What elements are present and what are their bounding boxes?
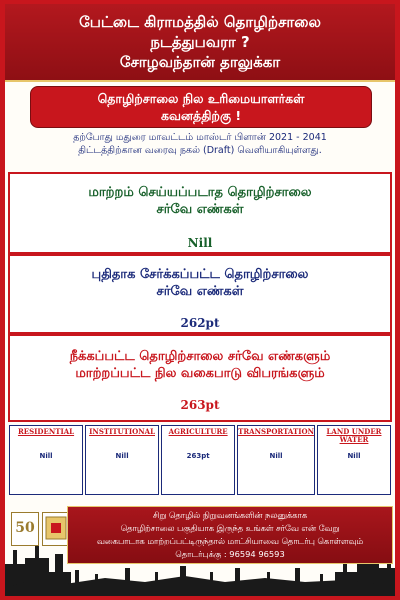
category-value: Nill (347, 452, 361, 460)
section-title-line-2: சர்வே எண்கள் (156, 202, 244, 217)
attention-banner (30, 86, 372, 128)
section-title-line-2: சர்வே எண்கள் (156, 284, 244, 299)
category-label: TRANSPORTATION (238, 427, 314, 436)
category-residential (9, 425, 83, 495)
category-label: INSTITUTIONAL (89, 427, 155, 436)
section-added-survey (8, 254, 392, 334)
header-banner (5, 4, 395, 82)
section-unchanged-survey (8, 172, 392, 254)
section-removed-survey (8, 334, 392, 422)
category-transportation (237, 425, 315, 495)
section-title-line-1: நீக்கப்பட்ட தொழிற்சாலை சர்வே எண்களும் (69, 349, 331, 364)
association-emblem (42, 512, 70, 546)
category-label: RESIDENTIAL (17, 427, 75, 436)
category-value: Nill (269, 452, 283, 460)
land-use-categories (8, 425, 392, 495)
category-institutional (85, 425, 159, 495)
notice-line-1: தற்போது மதுரை மாவட்டம் மாஸ்டர் பிளான் 2021 - 2041 (73, 132, 327, 143)
section-title-line-1: மாற்றம் செய்யப்படாத தொழிற்சாலை (88, 185, 312, 200)
category-agriculture (161, 425, 235, 495)
anniversary-logo (11, 512, 39, 546)
attention-line-1: தொழிற்சாலை நில உரிமையாளர்கள் (97, 91, 305, 106)
category-label: LAND UNDER WATER (326, 427, 382, 444)
header-line-3: சோழவந்தான் தாலுக்கா (119, 53, 281, 71)
footer-line-2: தொழிற்சாலை பகுதியாக இருந்த உங்கள் சர்வே என் வேறு (120, 523, 340, 533)
category-land-under-water (317, 425, 391, 495)
header-line-2: நடத்துபவரா ? (150, 33, 250, 51)
category-label: AGRICULTURE (168, 427, 228, 436)
anniversary-number: 50 (15, 520, 35, 536)
category-value: 263pt (186, 452, 210, 460)
section-value: 262pt (180, 316, 220, 330)
logos (11, 512, 73, 546)
poster-body (5, 4, 395, 596)
section-value: 263pt (180, 398, 220, 412)
footer (5, 502, 395, 596)
category-value: Nill (115, 452, 129, 460)
header-line-1: பேட்டை கிராமத்தில் தொழிற்சாலை (79, 13, 321, 31)
attention-line-2: கவனத்திற்கு ! (160, 108, 242, 123)
footer-line-1: சிறு தொழில் நிறுவனங்களின் நலனுக்காக (152, 510, 308, 520)
category-value: Nill (39, 452, 53, 460)
contact-phone: தொடர்புக்கு : 96594 96593 (175, 549, 285, 559)
contact-box (67, 506, 393, 564)
notice-line-2: திட்டத்திற்கான வரைவு நகல் (Draft) வெளியாகியுள்ளது. (78, 145, 322, 156)
footer-line-3: வகைபாடாக மாற்றப்பட்டிருந்தால் மாட்சியாவை தொடர்பு கொள்ளவும் (96, 536, 364, 546)
section-value: Nill (187, 236, 213, 250)
section-title-line-2: மாற்றப்பட்ட நில வகைபாடு விபரங்களும் (75, 366, 325, 381)
section-title-line-1: புதிதாக சேர்க்கப்பட்ட தொழிற்சாலை (91, 267, 309, 282)
draft-notice (5, 131, 395, 157)
